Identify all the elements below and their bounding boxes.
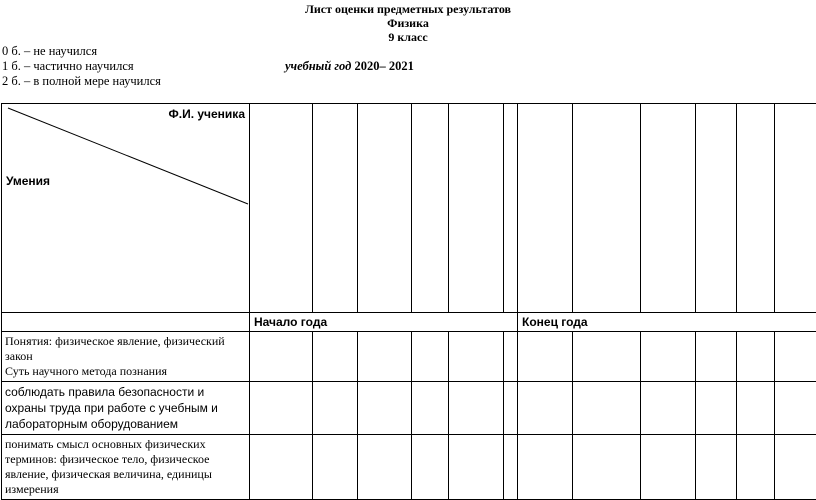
- score-cell[interactable]: [449, 332, 504, 382]
- academic-year-value: 2020– 2021: [354, 59, 413, 73]
- student-name-cell[interactable]: [737, 104, 775, 313]
- score-cell[interactable]: [358, 382, 412, 435]
- skill-line: соблюдать правила безопасности и охраны труда при работе с учебным и лабораторным оборудованием: [5, 384, 246, 432]
- skills-header: Умения: [6, 174, 50, 188]
- student-name-cell[interactable]: [641, 104, 696, 313]
- score-cell[interactable]: [737, 332, 775, 382]
- score-cell[interactable]: [250, 332, 313, 382]
- student-name-header: Ф.И. ученика: [169, 107, 246, 121]
- score-cell[interactable]: [696, 382, 737, 435]
- student-name-cell[interactable]: [250, 104, 313, 313]
- score-cell[interactable]: [412, 382, 449, 435]
- student-name-cell[interactable]: [449, 104, 504, 313]
- student-names-row: [2, 104, 816, 313]
- skill-line: Суть научного метода познания: [5, 364, 246, 379]
- score-cell[interactable]: [250, 382, 313, 435]
- grading-legend: [2, 44, 161, 89]
- score-cell[interactable]: [573, 332, 641, 382]
- legend-item-2: 2 б. – в полной мере научился: [2, 74, 161, 89]
- student-name-cell[interactable]: [412, 104, 449, 313]
- skill-row: [2, 382, 816, 435]
- score-cell[interactable]: [412, 332, 449, 382]
- skill-row: [2, 332, 816, 382]
- student-name-cell[interactable]: [313, 104, 358, 313]
- skill-line: понимать смысл основных физических терминов: физическое тело, физическое явление, физическая величина, единицы измерения: [5, 437, 246, 497]
- score-cell[interactable]: [775, 382, 816, 435]
- skill-label: [2, 382, 250, 435]
- academic-year: [285, 59, 414, 74]
- score-cell[interactable]: [518, 382, 573, 435]
- score-cell[interactable]: [775, 332, 816, 382]
- period-end-label: Конец года: [518, 313, 816, 332]
- assessment-table: [1, 103, 816, 500]
- legend-item-1: 1 б. – частично научился: [2, 59, 161, 74]
- sheet-header: [0, 2, 816, 44]
- student-name-cell[interactable]: [358, 104, 412, 313]
- score-cell[interactable]: [573, 382, 641, 435]
- legend-item-0: 0 б. – не научился: [2, 44, 161, 59]
- score-cell[interactable]: [449, 382, 504, 435]
- separator-cell: [504, 382, 518, 435]
- period-empty-cell: [2, 313, 250, 332]
- score-cell[interactable]: [358, 332, 412, 382]
- separator-cell: [504, 332, 518, 382]
- score-cell[interactable]: [518, 332, 573, 382]
- corner-cell: [2, 104, 250, 313]
- diagonal-divider: [2, 104, 250, 312]
- grade-title: 9 класс: [0, 30, 816, 44]
- score-cell[interactable]: [696, 332, 737, 382]
- sheet-title: Лист оценки предметных результатов: [0, 2, 816, 16]
- student-name-cell[interactable]: [518, 104, 573, 313]
- period-start-label: Начало года: [250, 313, 518, 332]
- student-name-cell[interactable]: [573, 104, 641, 313]
- period-row: [2, 313, 816, 332]
- score-cell[interactable]: [641, 382, 696, 435]
- academic-year-label: учебный год: [285, 59, 351, 73]
- student-name-cell[interactable]: [696, 104, 737, 313]
- score-cell[interactable]: [313, 382, 358, 435]
- subject-title: Физика: [0, 16, 816, 30]
- score-cell[interactable]: [737, 382, 775, 435]
- score-cell[interactable]: [313, 332, 358, 382]
- skill-label: [2, 332, 250, 382]
- score-cell[interactable]: [641, 332, 696, 382]
- skill-line: Понятия: физическое явление, физический закон: [5, 334, 246, 364]
- student-name-cell[interactable]: [775, 104, 816, 313]
- separator-cell: [504, 104, 518, 313]
